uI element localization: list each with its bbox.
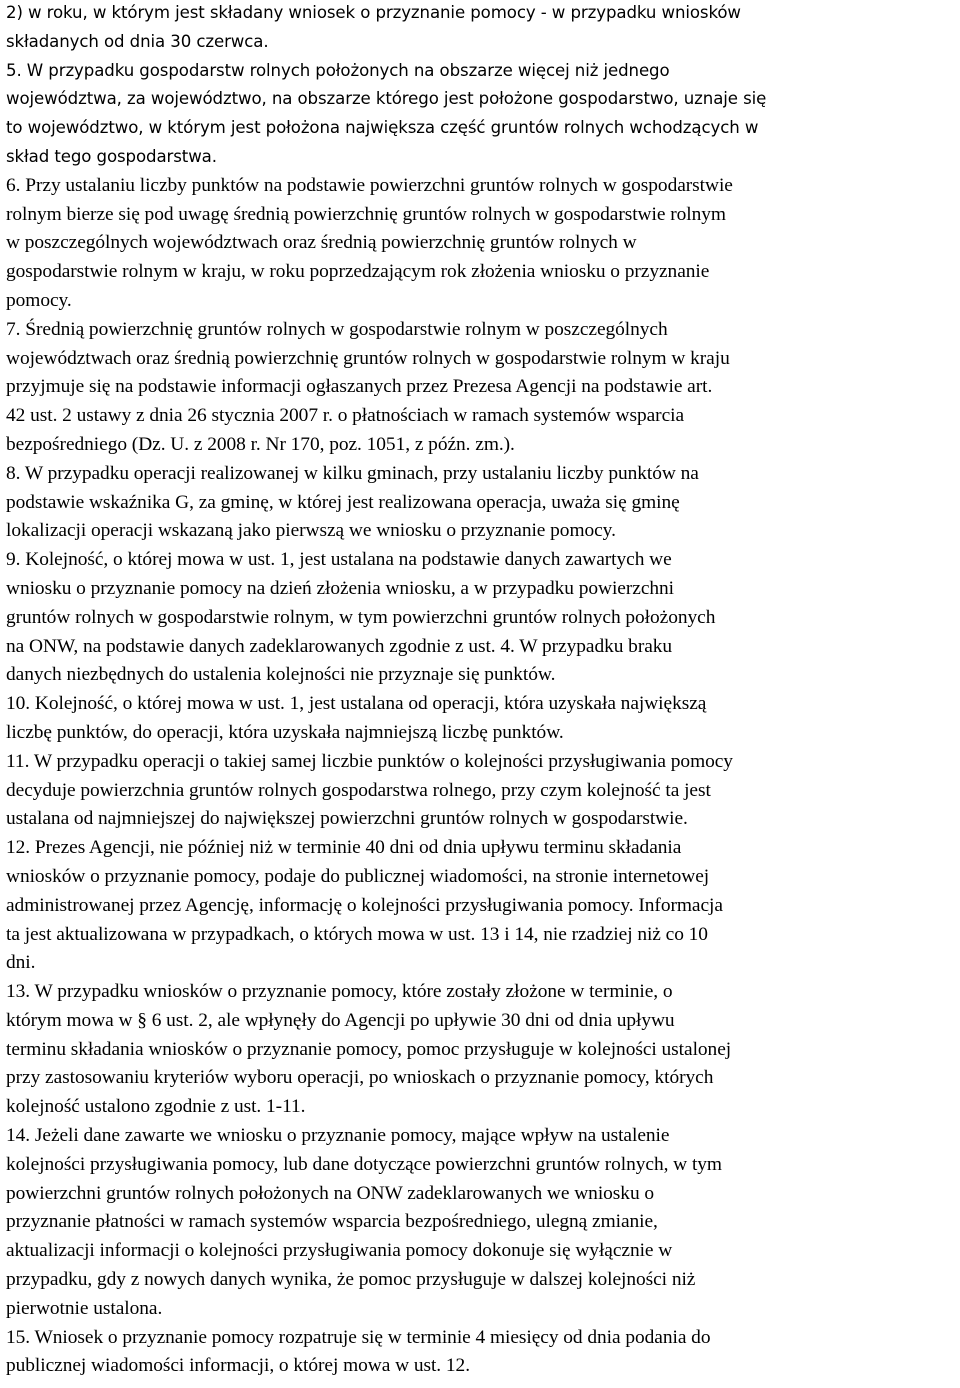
text-line: pomocy. (6, 289, 72, 311)
text-line: składanych od dnia 30 czerwca. (6, 31, 269, 51)
text-line: 13. W przypadku wniosków o przyznanie pomocy, które zostały złożone w terminie, o (6, 981, 673, 1003)
text-line: województwa, za województwo, na obszarze którego jest położone gospodarstwo, uznaje się (6, 89, 767, 109)
text-line: wniosków o przyznanie pomocy, podaje do publicznej wiadomości, na stronie internetowej (6, 865, 710, 887)
text-line: 11. W przypadku operacji o takiej samej liczbie punktów o kolejności przysługiwania pomocy (6, 750, 733, 772)
text-line: 5. W przypadku gospodarstw rolnych położonych na obszarze więcej niż jednego (6, 60, 670, 80)
text-line: liczbę punktów, do operacji, która uzyskała najmniejszą liczbę punktów. (6, 721, 564, 743)
text-line: 2) w roku, w którym jest składany wniosek o przyznanie pomocy - w przypadku wniosków (6, 3, 741, 22)
text-line: w poszczególnych województwach oraz średnią powierzchnię gruntów rolnych w (6, 232, 637, 254)
text-line: 7. Średnią powierzchnię gruntów rolnych w gospodarstwie rolnym w poszczególnych (6, 318, 668, 340)
text-line: przy zastosowaniu kryteriów wyboru operacji, po wnioskach o przyznanie pomocy, których (6, 1067, 714, 1089)
text-line: 42 ust. 2 ustawy z dnia 26 stycznia 2007 r. o płatnościach w ramach systemów wsparcia (6, 405, 685, 427)
text-line: 12. Prezes Agencji, nie później niż w terminie 40 dni od dnia upływu terminu składania (6, 837, 682, 859)
text-line: województwach oraz średnią powierzchnię gruntów rolnych w gospodarstwie rolnym w kraju (6, 347, 730, 369)
text-line: 9. Kolejność, o której mowa w ust. 1, jest ustalana na podstawie danych zawartych we (6, 549, 672, 571)
text-line: aktualizacji informacji o kolejności przysługiwania pomocy dokonuje się wyłącznie w (6, 1240, 673, 1262)
text-line: 8. W przypadku operacji realizowanej w kilku gminach, przy ustalaniu liczby punktów na (6, 462, 699, 484)
text-line: kolejności przysługiwania pomocy, lub dane dotyczące powierzchni gruntów rolnych, w tym (6, 1153, 722, 1175)
text-line: danych niezbędnych do ustalenia kolejności nie przyznaje się punktów. (6, 664, 556, 686)
text-line: decyduje powierzchnia gruntów rolnych gospodarstwa rolnego, przy czym kolejność ta jest (6, 779, 711, 801)
text-line: którym mowa w § 6 ust. 2, ale wpłynęły do Agencji po upływie 30 dni od dnia upływu (6, 1009, 675, 1031)
text-line: pierwotnie ustalona. (6, 1297, 163, 1319)
text-line: ta jest aktualizowana w przypadkach, o których mowa w ust. 13 i 14, nie rzadziej niż co 10 (6, 923, 708, 945)
text-line: terminu składania wniosków o przyznanie pomocy, pomoc przysługuje w kolejności ustalonej (6, 1038, 732, 1060)
text-line: lokalizacji operacji wskazaną jako pierwszą we wniosku o przyznanie pomocy. (6, 520, 616, 542)
text-line: na ONW, na podstawie danych zadeklarowanych zgodnie z ust. 4. W przypadku braku (6, 635, 673, 657)
text-line: skład tego gospodarstwa. (6, 146, 217, 166)
text-line: to województwo, w którym jest położona największa część gruntów rolnych wchodzących w (6, 118, 759, 138)
text-line: podstawie wskaźnika G, za gminę, w której jest realizowana operacja, uważa się gminę (6, 491, 680, 513)
text-line: kolejność ustalono zgodnie z ust. 1-11. (6, 1096, 306, 1118)
text-line: powierzchni gruntów rolnych położonych na ONW zadeklarowanych we wniosku o (6, 1182, 655, 1204)
text-line: publicznej wiadomości informacji, o której mowa w ust. 12. (6, 1355, 470, 1377)
text-line: 15. Wniosek o przyznanie pomocy rozpatruje się w terminie 4 miesięcy od dnia podania do (6, 1326, 711, 1348)
text-line: przyznanie płatności w ramach systemów wsparcia bezpośredniego, ulegną zmianie, (6, 1211, 658, 1233)
text-line: ustalana od najmniejszej do największej powierzchni gruntów rolnych w gospodarstwie. (6, 808, 688, 830)
text-line: wniosku o przyznanie pomocy na dzień złożenia wniosku, a w przypadku powierzchni (6, 577, 674, 599)
text-line: rolnym bierze się pod uwagę średnią powierzchnię gruntów rolnych w gospodarstwie rolnym (6, 203, 726, 225)
text-line: 6. Przy ustalaniu liczby punktów na podstawie powierzchni gruntów rolnych w gospodarstwie (6, 174, 733, 196)
text-line: gospodarstwie rolnym w kraju, w roku poprzedzającym rok złożenia wniosku o przyznanie (6, 261, 710, 283)
text-line: gruntów rolnych w gospodarstwie rolnym, w tym powierzchni gruntów rolnych położonych (6, 606, 716, 628)
text-line: przypadku, gdy z nowych danych wynika, że pomoc przysługuje w dalszej kolejności niż (6, 1269, 696, 1291)
text-line: administrowanej przez Agencję, informację o kolejności przysługiwania pomocy. Informacja (6, 894, 723, 916)
document-body (6, 0, 956, 1381)
text-line: bezpośredniego (Dz. U. z 2008 r. Nr 170, poz. 1051, z późn. zm.). (6, 433, 515, 455)
text-line: 14. Jeżeli dane zawarte we wniosku o przyznanie pomocy, mające wpływ na ustalenie (6, 1125, 670, 1147)
text-line: dni. (6, 952, 36, 974)
text-line: 10. Kolejność, o której mowa w ust. 1, jest ustalana od operacji, która uzyskała największą (6, 693, 707, 715)
text-line: przyjmuje się na podstawie informacji ogłaszanych przez Prezesa Agencji na podstawie art. (6, 376, 713, 398)
